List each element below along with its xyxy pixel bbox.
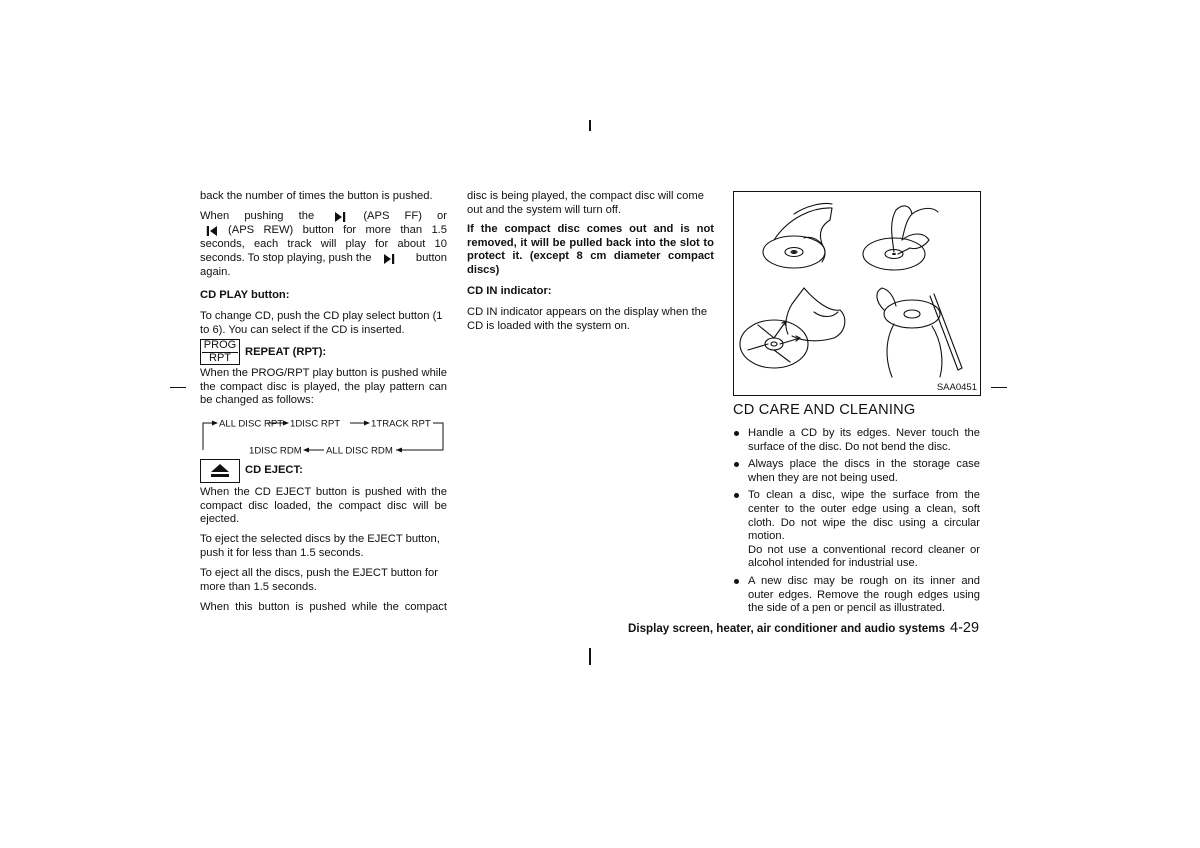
cd-care-list (733, 427, 980, 620)
care-bullet-2: Always place the discs in the storage case when they are not being used. (733, 458, 980, 485)
eject-button-icon (200, 459, 240, 483)
cd-in-heading: CD IN indicator: (467, 285, 552, 297)
intro-text: back the number of times the button is pushed. (200, 190, 433, 202)
cd-play-text: To change CD, push the CD play select button (1 to 6). You can select if the CD is inserted. (200, 310, 443, 336)
cd-handling-figure (733, 191, 981, 396)
care-bullet-1: Handle a CD by its edges. Never touch the surface of the disc. Do not bend the disc. (733, 427, 980, 454)
cd-care-heading: CD CARE AND CLEANING (733, 402, 916, 418)
footer-page-number: 4-29 (950, 620, 980, 636)
right-margin-mark (991, 387, 1007, 388)
aps-paragraph (200, 210, 447, 279)
care-bullet-3-text: To clean a disc, wipe the surface from the center to the outer edge using a clean, soft cloth. Do not wipe the disc using a circular motion. (748, 489, 980, 543)
eject-heading: CD EJECT: (245, 464, 303, 476)
all-disc-rpt-label: ALL DISC RPT (219, 418, 284, 430)
eject-icon (201, 460, 239, 482)
aps-text-6: button (415, 251, 447, 264)
care-bullet-4: A new disc may be rough on its inner and outer edges. Remove the rough edges using the side of a pen or pencil as illustrated. (733, 575, 980, 616)
eject-text-1: When the CD EJECT button is pushed with the compact disc loaded, the compact disc will be ejected. (200, 486, 447, 526)
aps-text-3: (APS REW) button for more than 1.5 (228, 224, 447, 237)
all-disc-rdm-label: ALL DISC RDM (326, 445, 393, 457)
one-track-rpt-label: 1TRACK RPT (371, 418, 431, 430)
left-margin-mark (170, 387, 186, 388)
figure-code: SAA0451 (936, 382, 977, 393)
next-track-icon-2 (383, 253, 395, 265)
top-tick-mark (589, 120, 591, 131)
prog-label: PROG (203, 339, 237, 351)
eject-text-3: To eject all the discs, push the EJECT button for more than 1.5 seconds. (200, 567, 438, 593)
aps-text-5: seconds. To stop playing, push the (200, 251, 372, 264)
col2-continued-text: disc is being played, the compact disc will come out and the system will turn off. (467, 190, 704, 216)
aps-text-7: again. (200, 265, 231, 278)
rpt-label: RPT (209, 351, 231, 364)
aps-text-1: When pushing the (200, 210, 315, 223)
one-disc-rpt-label: 1DISC RPT (290, 418, 341, 430)
repeat-heading: REPEAT (RPT): (245, 346, 327, 358)
next-track-icon (334, 211, 346, 223)
warning-text: If the compact disc comes out and is not removed, it will be pulled back into the slot to protect it. (except 8 cm diameter compact discs) (467, 223, 714, 276)
repeat-text: When the PROG/RPT play button is pushed while the compact disc is played, the play pattern can be changed as follows: (200, 367, 447, 407)
footer-section-title: Display screen, heater, air conditioner and audio systems (628, 622, 946, 635)
prog-rpt-button-icon (200, 339, 240, 365)
cd-handling-illustration (734, 192, 980, 395)
care-bullet-3-note: Do not use a conventional record cleaner or alcohol intended for industrial use. (748, 543, 980, 570)
eject-text-2: To eject the selected discs by the EJECT button, push it for less than 1.5 seconds. (200, 533, 440, 559)
previous-track-icon (206, 225, 218, 237)
aps-text-4: seconds, each track will play for about 10 (200, 238, 447, 250)
aps-text-2: (APS FF) or (363, 210, 447, 223)
one-disc-rdm-label: 1DISC RDM (249, 445, 302, 457)
care-bullet-3 (733, 489, 980, 571)
bottom-tick-mark (589, 648, 591, 665)
cd-in-text: CD IN indicator appears on the display when the CD is loaded with the system on. (467, 306, 708, 332)
cd-play-heading: CD PLAY button: (200, 289, 290, 301)
repeat-cycle-diagram (200, 416, 450, 460)
eject-text-4: When this button is pushed while the compact (200, 601, 447, 613)
